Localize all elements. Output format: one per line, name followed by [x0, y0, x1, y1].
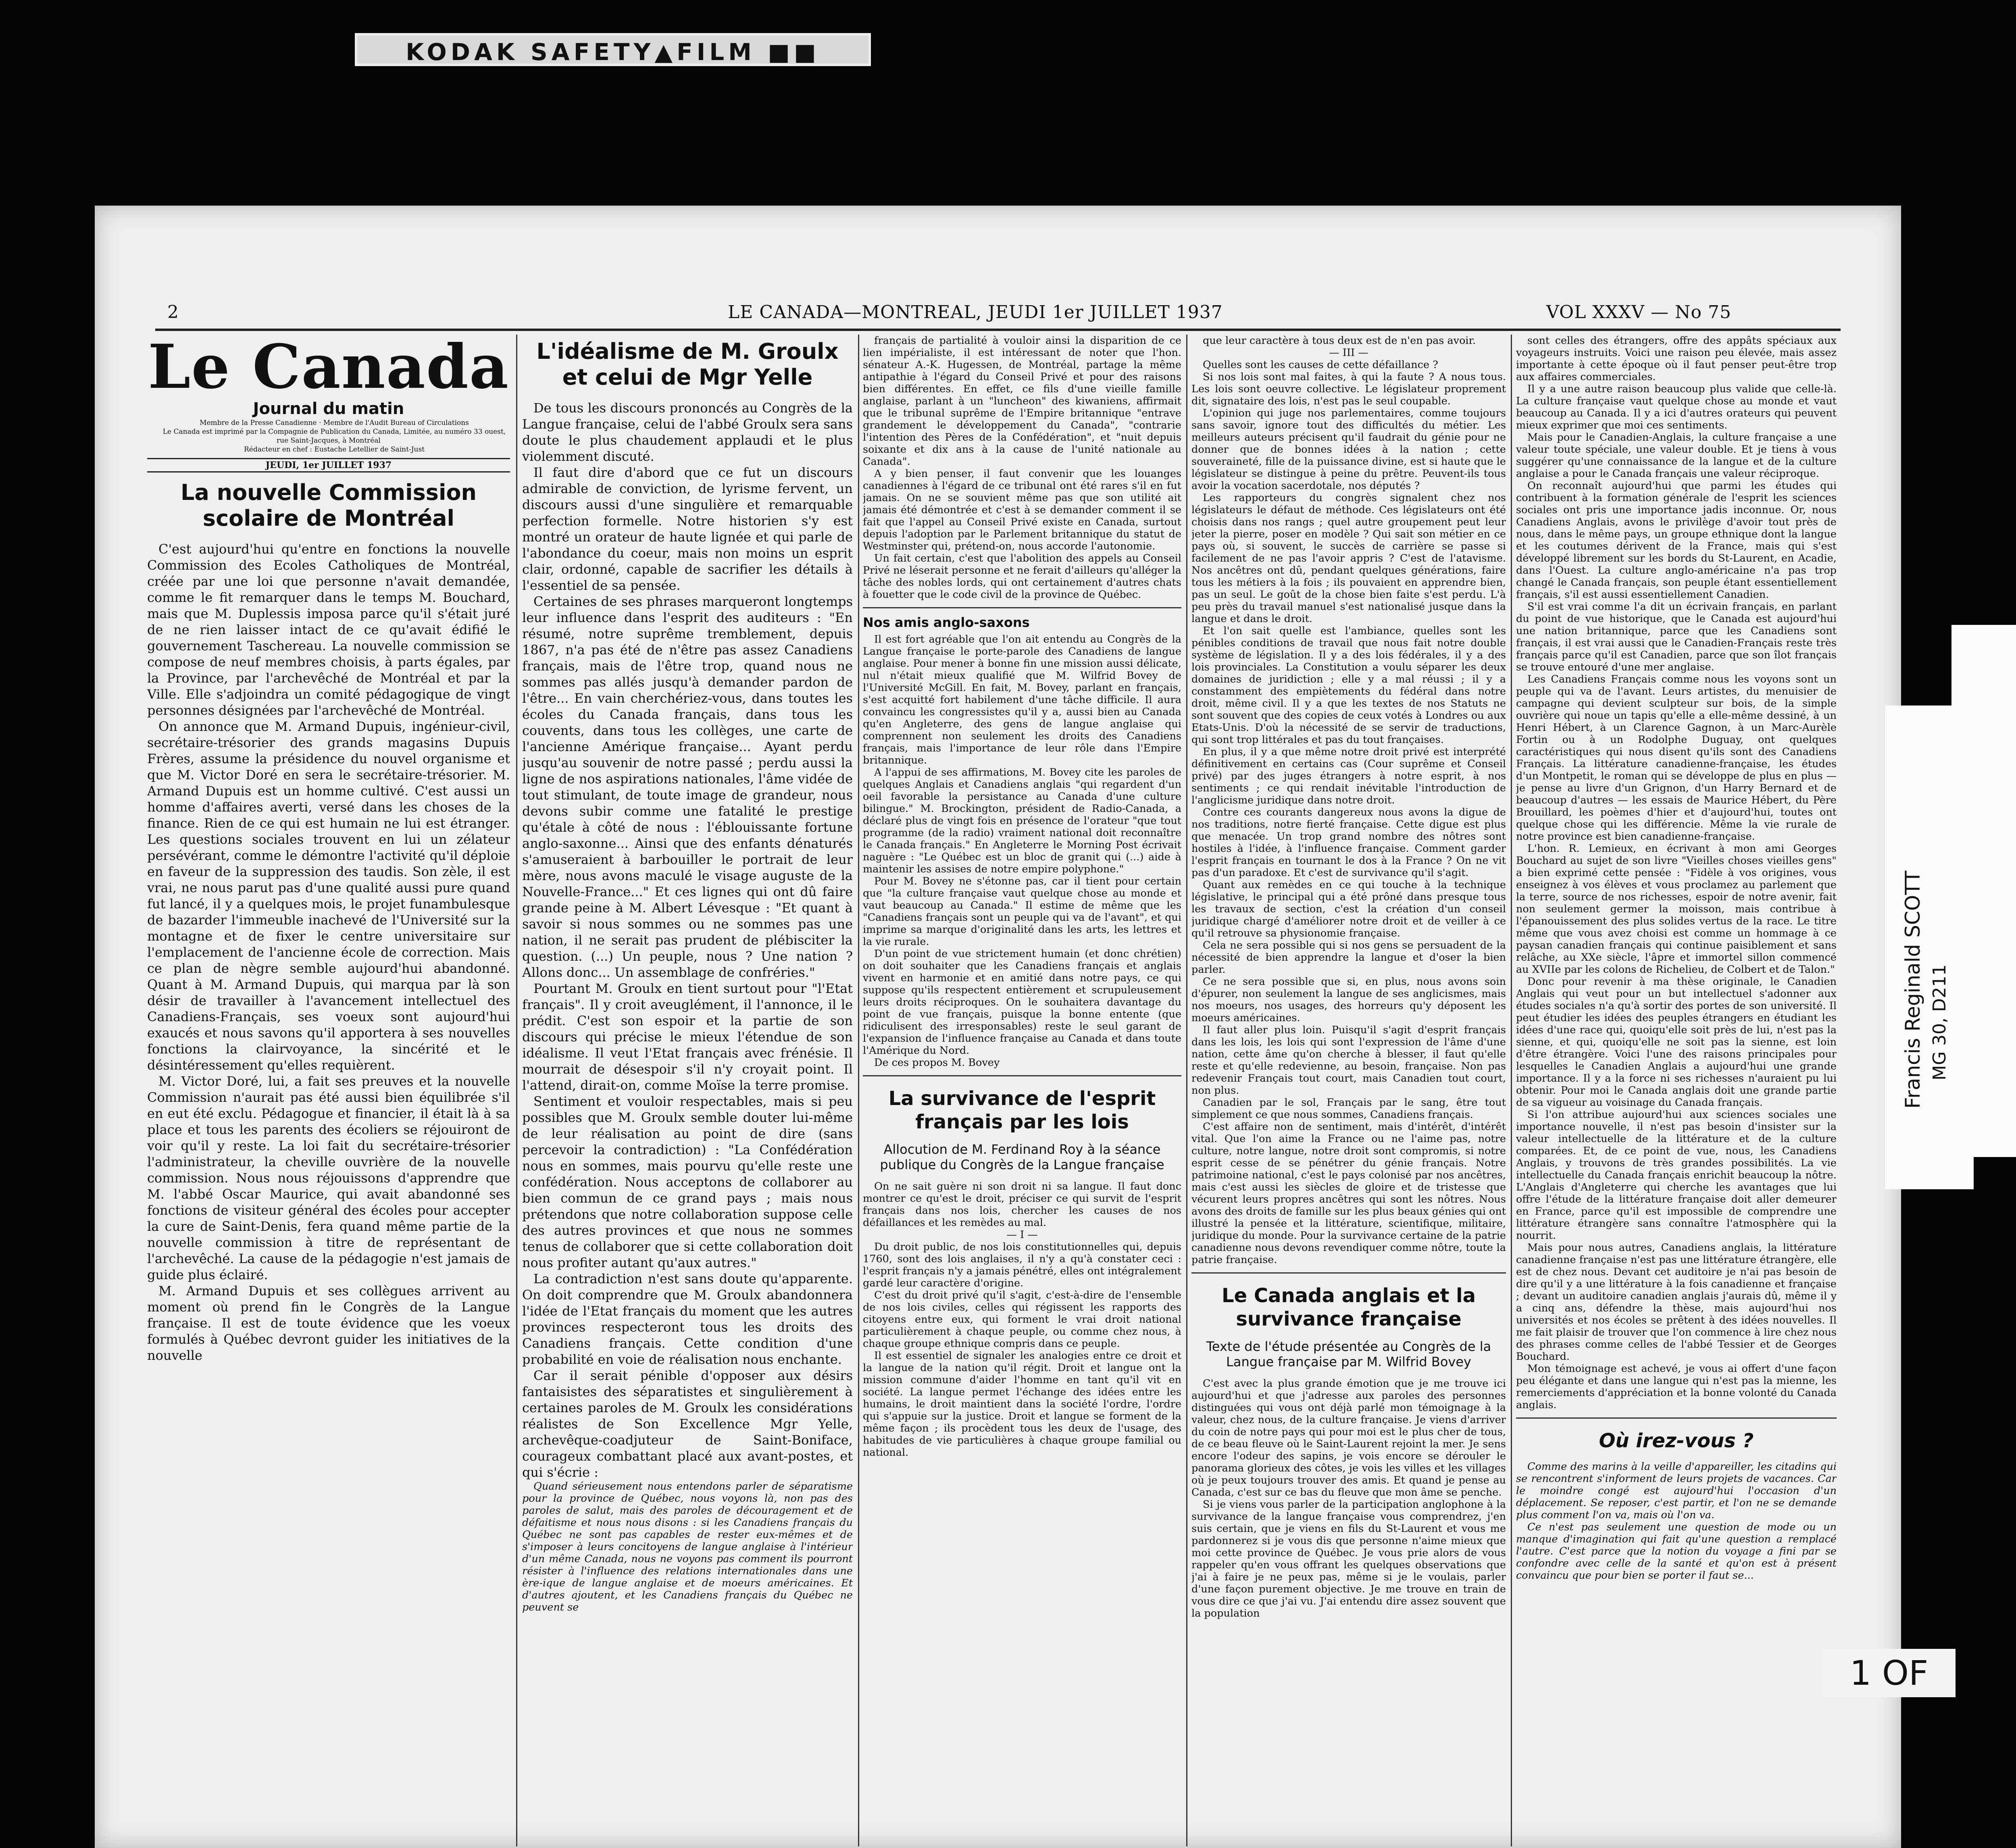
article-paragraph: Pour M. Bovey ne s'étonne pas, car il tient pour certain que "la culture française vaut quelque chose au monde et vaut beaucoup au Canada." Il estime de même que les "Canadiens français sont un peuple qui va de l'avant", et qui imprime sa marque d'originalité dans les arts, les lettres et la vie rurale. [863, 875, 1181, 948]
article-paragraph: Il y a une autre raison beaucoup plus valide que celle-là. La culture française vaut quelque chose au monde et vaut beaucoup au Canada. Il y a ici d'autres orateurs qui peuvent mieux exprimer que moi ces sentiments. [1516, 383, 1837, 431]
column-1 [147, 335, 510, 1363]
section-title: Nos amis anglo-saxons [863, 615, 1030, 630]
article-subtitle: Texte de l'étude présentée au Congrès de la Langue française par M. Wilfrid Bovey [1206, 1339, 1491, 1369]
article-subtitle: Allocution de M. Ferdinand Roy à la séance publique du Congrès de la Langue française [880, 1142, 1164, 1172]
nameplate-date: JEUDI, 1er JUILLET 1937 [147, 458, 510, 472]
collection-reference: MG 30, D211 [1929, 964, 1950, 1080]
article-paragraph: M. Victor Doré, lui, a fait ses preuves et la nouvelle Commission n'aurait pas été aussi bien équilibrée s'il en eut été exclu. Pédagogue et financier, il était là à sa place et tous les parents des écoliers se réjouiront de voir qu'il y reste. La loi fait du secrétaire-trésorier l'administrateur, la cheville ouvrière de la nouvelle commission. Nous nous réjouissons d'apprendre que M. l'abbé Oscar Maurice, qui avait abandonné ses fonctions de visiteur général des écoles pour accepter la cure de Saint-Denis, fera quand même partie de la nouvelle commission à titre de représentant de l'archevêché. La cause de la pédagogie n'est jamais de guide plus éclairé. [147, 1074, 510, 1282]
page-number: 2 [167, 302, 179, 323]
article-paragraph: M. Armand Dupuis et ses collègues arrivent au moment où prend fin le Congrès de la Langue française. Il est de toute évidence que les voeux formulés à Québec devront guider les initiatives de la nouvelle [147, 1283, 510, 1363]
article-paragraph: Contre ces courants dangereux nous avons la digue de nos traditions, notre fierté française. Cette digue est plus que menacée. Un trop grand nombre des nôtres sont hostiles à l'idée, à l'influence française. Comment garder l'esprit français en tournant le dos à la France ? On ne vit pas d'un paradoxe. Et c'est de survivance qu'il s'agit. [1191, 806, 1506, 879]
article-paragraph: Il faut dire d'abord que ce fut un discours admirable de conviction, de lyrisme fervent, un discours aussi d'une singulière et remarquable perfection formelle. Notre historien s'y est montré un orateur de haute lignée et qui parle de l'abondance du coeur, mais non moins un esprit clair, ordonné, capable de sacrifier les détails à l'essentiel de sa pensée. [522, 465, 853, 593]
column-5 [1516, 335, 1837, 1582]
article-paragraph: De ces propos M. Bovey [874, 1057, 1000, 1069]
article-title: Où irez-vous ? [1599, 1430, 1754, 1452]
article-paragraph: sont celles des étrangers, offre des appâts spéciaux aux voyageurs instruits. Voici une raison peu élevée, mais assez importante à cette époque où il faut penser peut-être trop aux affaires commerciales. [1516, 335, 1837, 383]
article-paragraph: C'est affaire non de sentiment, mais d'intérêt, d'intérêt vital. Que l'on aime la France ou ne l'aime pas, notre culture, notre langue, notre droit sont compromis, si notre esprit cesse de se pénétrer du génie français. Notre patrimoine national, c'est le pays colonisé par nos ancêtres, mais c'est aussi les siècles de gloire et de tristesse que vécurent leurs propres ancêtres qui sont les nôtres. Nous avons des droits de famille sur les plus beaux génies qui ont illustré la pensée et la littérature, scientifique, militaire, juridique du monde. Pour la survivance certaine de la patrie canadienne nous devons revendiquer comme nôtre, toute la patrie française. [1191, 1121, 1506, 1266]
volume-number: VOL XXXV — No 75 [1546, 302, 1731, 323]
article-paragraph: Certaines de ses phrases marqueront longtemps leur influence dans l'esprit des auditeurs : "En résumé, notre suprême tremblement, depuis 1867, n'a pas été de n'être pas assez Canadiens français, mais de l'être trop, quand nous ne sommes pas allés jusqu'à demander pardon de l'être... En vain cherchériez-vous, dans toutes les écoles du Canada français, dans tous les couvents, dans tous les collèges, une carte de l'ancienne Amérique française... Ayant perdu jusqu'au souvenir de notre passé ; perdu aussi la ligne de nos aspirations nationales, l'âme vidée de tout stimulant, de toute image de grandeur, nous devons subir comme une fatalité le prestige qu'étale à côté de nous : l'éblouissante fortune anglo-saxonne... Ainsi que des enfants dénaturés s'amuseraient à barbouiller le portrait de leur mère, nous avons maculé le visage auguste de la Nouvelle-France..." Et ces lignes qui ont dû faire grande peine à M. Albert Lévesque : "Et quant à savoir si nous sommes ou ne sommes pas une nation, il ne serait pas prudent de plébisciter la question. (...) Un peuple, nous ? Une nation ? Allons donc... Un assemblage de confréries." [522, 594, 853, 980]
article-paragraph: Ce n'est pas seulement une question de mode ou un manque d'imagination qui fait qu'une question a remplacé l'autre. C'est parce que la notion du voyage a fini par se confondre avec celle de la santé et qu'on est à présent convaincu que pour bien se porter il faut se... [1516, 1521, 1837, 1582]
article-paragraph: Du droit public, de nos lois constitutionnelles qui, depuis 1760, sont des lois anglaises, il n'y a qu'à constater ceci : l'esprit français n'y a jamais pénétré, elles ont intégralement gardé leur caractère d'origine. [863, 1241, 1181, 1289]
article-paragraph: Si nos lois sont mal faites, à qui la faute ? A nous tous. Les lois sont oeuvre collective. Le législateur proprement dit, signataire des lois, n'est pas le seul coupable. [1191, 371, 1506, 407]
article-paragraph: Un fait certain, c'est que l'abolition des appels au Conseil Privé ne léserait personne et ne ferait d'ailleurs qu'alléger la tâche des nobles lords, qui ont certainement d'autres chats à fouetter que le code civil de la province de Québec. [863, 552, 1181, 601]
article-paragraph: Cela ne sera possible qui si nos gens se persuadent de la nécessité de bien apprendre la langue et d'oser la bien parler. [1191, 939, 1506, 976]
dateline: LE CANADA—MONTREAL, JEUDI 1er JUILLET 1937 [728, 302, 1223, 323]
article-title: Le Canada anglais et la survivance française [1221, 1284, 1476, 1330]
section-rule [863, 607, 1181, 608]
article-paragraph: que leur caractère à tous deux est de n'en pas avoir. [1203, 335, 1476, 347]
article-paragraph: Ce ne sera possible que si, en plus, nous avons soin d'épurer, non seulement la langue de ses anglicismes, mais nos moeurs, nos usages, des horreurs qu'y déposent les moeurs américaines. [1191, 976, 1506, 1024]
article-paragraph: Comme des marins à la veille d'appareiller, les citadins qui se rencontrent s'informent de leurs projets de vacances. Car le moindre congé est aujourd'hui l'occasion d'un déplacement. Se reposer, c'est partir, et l'on ne se demande plus comment l'on va, mais où l'on va. [1516, 1461, 1837, 1521]
column-4 [1191, 335, 1506, 1619]
section-marker: — III — [1329, 347, 1368, 359]
frame-tag: 1 OF [1822, 1649, 1956, 1697]
section-rule [1191, 1272, 1506, 1274]
article-paragraph: L'hon. R. Lemieux, en écrivant à mon ami Georges Bouchard au sujet de son livre "Vieilles choses vieilles gens" a bien exprimé cette pensée : "Fidèle à vos origines, vous enseignez à vos élèves et vous proclamez au parlement que la terre, source de nos richesses, espoir de notre avenir, fait non seulement germer la moisson, mais contribue à l'épanouissement des plus solides vertus de la race. Le titre même que vous avez choisi est comme un hommage à ce paysan canadien français qui continue paisiblement et sans relâche, au XXe siècle, l'âpre et immortel sillon commencé au XVIIe par les colons de Richelieu, de Colbert et de Talon." [1516, 843, 1837, 976]
article-paragraph: De tous les discours prononcés au Congrès de la Langue française, celui de l'abbé Groulx sera sans doute le plus chaudement applaudi et le plus violemment discuté. [522, 400, 853, 464]
article-paragraph: Et l'on sait quelle est l'ambiance, quelles sont les pénibles conditions de travail que nous fait notre double système de législation. Il y a des lois fédérales, il y a des lois provinciales. La Constitution a voulu séparer les deux domaines de juridiction ; elle y a mal réussi ; il y a constamment des empiètements du fédéral dans notre droit, même civil. Il y a que les textes de nos Statuts ne sont souvent que des copies de ceux votés à Londres ou aux Etats-Unis. D'où la nécessité de se servir de traductions, qui sont trop littérales et pas du tout françaises. [1191, 625, 1506, 746]
column-divider [516, 335, 517, 1846]
nameplate-logo: Le Canada [148, 335, 510, 402]
article-title: L'idéalisme de M. Groulx et celui de Mgr Yelle [536, 339, 839, 390]
film-edge-label: KODAK SAFETY▲FILM ■■ [355, 33, 871, 66]
archives-stamp-card [1951, 625, 2016, 1157]
newspaper-page [95, 206, 1901, 1848]
masthead [95, 298, 1901, 327]
section-rule [863, 1075, 1181, 1076]
column-3 [863, 335, 1181, 1459]
article-paragraph: On reconnaît aujourd'hui que parmi les études qui contribuent à la formation générale de l'esprit les sciences sociales ont pris une importance jadis inconnue. Or, nous Canadiens Anglais, avons le privilège d'avoir tout près de nous, dans le même pays, un groupe ethnique dont la langue et les coutumes dérivent de la France, mais qui s'est développé librement sur les bords du St-Laurent, en Acadie, dans l'Ouest. La culture anglo-américaine n'a pas trop changé le Canada français, son peuple étant essentiellement français, s'il est aussi essentiellement Canadien. [1516, 480, 1837, 601]
article-paragraph: D'un point de vue strictement humain (et donc chrétien) on doit souhaiter que les Canadiens français et anglais vivent en harmonie et en amitié dans notre pays, ce qui suppose qu'ils respectent entièrement et scrupuleusement leurs droits réciproques. On le souhaitera davantage du point de vue français, puisque la bonne entente (que ridiculisent des irresponsables) reste le seul garant de l'expansion de l'influence française au Canada et dans toute l'Amérique du Nord. [863, 948, 1181, 1057]
article-paragraph: Pourtant M. Groulx en tient surtout pour "l'Etat français". Il y croit aveuglément, il l'annonce, il le prédit. C'est son espoir et la partie de son discours qui précise le mieux l'étendue de son idéalisme. Il veut l'Etat français avec frénésie. Il mourrait de désespoir s'il n'y croyait point. Il l'attend, dirait-on, comme Moïse la terre promise. [522, 981, 853, 1093]
masthead-rule [155, 329, 1841, 331]
column-divider [858, 335, 859, 1846]
nameplate-subtitle: Journal du matin [253, 400, 404, 418]
article-paragraph: C'est avec la plus grande émotion que je me trouve ici aujourd'hui et que j'adresse aux paroles des personnes distinguées qui vous ont déjà parlé mon témoignage à la valeur, chez nous, de la culture française. Je viens d'arriver du coin de notre pays qui pour moi est le plus cher de tous, de ce beau fleuve où le Saint-Laurent rejoint la mer. Je sens encore l'odeur des sapins, je vois encore se dérouler le panorama glorieux des côtes, je vois les villes et les villages où je peux toujours trouver des amis. Et quand je pense au Canada, c'est sur ce bas du fleuve que mon âme se penche. [1191, 1378, 1506, 1498]
article-paragraph: Donc pour revenir à ma thèse originale, le Canadien Anglais qui veut pour un but intellectuel s'adonner aux études sociales n'a qu'à sortir des portes de son université. Il peut étudier les idées des peuples étrangers en étudiant les idées d'une race qui, quoiqu'elle soit près de lui, n'est pas la sienne, et qui, quoiqu'elle ne soit pas la sienne, est loin d'être étrangère. Voici l'une des raisons principales pour lesquelles le Canadien Anglais a aujourd'hui une grande importance. Il y a la force ni ses richesses n'auraient pu lui obtenir. Pour moi le Canada anglais doit une grande partie de sa vigueur au voisinage du Canada français. [1516, 976, 1837, 1109]
article-paragraph: L'opinion qui juge nos parlementaires, comme toujours sans savoir, ignore tout des difficultés du métier. Les meilleurs auteurs précisent qu'il faudrait du génie pour ne donner que de bonnes idées à la nation ; cette souveraineté, fille de la puissance divine, est si haute que le législateur se distingue à peine du prêtre. Peuvent-ils tous avoir la vocation sacerdotale, nos députés ? [1191, 407, 1506, 492]
article-paragraph: Si l'on attribue aujourd'hui aux sciences sociales une importance nouvelle, il n'est pas besoin d'insister sur la valeur intellectuelle de la littérature et de la culture comparées. Et, de ce point de vue, nous, les Canadiens Anglais, y trouvons de très grandes possibilités. La vie intellectuelle du Canada français enrichit beaucoup la nôtre. L'Anglais d'Angleterre qui cherche les avantages que lui offre l'étude de la littérature française doit aller demeurer en France, parce qu'il est impossible de comprendre une littérature étrangère sans connaître l'atmosphère qui la nourrit. [1516, 1109, 1837, 1242]
article-paragraph: Canadien par le sol, Français par le sang, être tout simplement ce que nous sommes, Canadiens français. [1191, 1097, 1506, 1121]
article-paragraph: Quelles sont les causes de cette défaillance ? [1203, 359, 1438, 371]
article-paragraph: C'est du droit privé qu'il s'agit, c'est-à-dire de l'ensemble de nos lois civiles, celles qui régissent les rapports des citoyens entre eux, qui forment le vrai droit national particulièrement à chaque peuple, ou comme chez nous, à chaque groupe ethnique compris dans ce peuple. [863, 1289, 1181, 1350]
collection-name: Francis Reginald SCOTT [1901, 870, 1924, 1109]
article-paragraph: français de partialité à vouloir ainsi la disparition de ce lien impérialiste, il est intéressant de noter que l'hon. sénateur A.-K. Hugessen, de Montréal, partage la même antipathie à l'égard du Conseil Privé et pour des raisons bien différentes. En effet, ce fils d'une vieille famille anglaise, parlant à un "luncheon" des kiwaniens, affirmait que le tribunal suprême de l'Empire britannique "entrave grandement le développement du Canada", "contrarie l'intention des Pères de la Confédération", et "nuit depuis soixante et dix ans à la cause de l'unité nationale au Canada". [863, 335, 1181, 468]
article-paragraph: Il est fort agréable que l'on ait entendu au Congrès de la Langue française le porte-parole des Canadiens de langue anglaise. Pour mener à bonne fin une mission aussi délicate, nul n'était mieux qualifié que M. Wilfrid Bovey de l'Université McGill. En fait, M. Bovey, parlant en français, s'est acquitté fort habilement d'une tâche difficile. Il aura convaincu les congressistes qu'il y a, aussi bien au Canada qu'en Angleterre, des gens de langue anglaise qui comprennent non seulement les droits des Canadiens français, mais l'importance de leur rôle dans l'Empire britannique. [863, 633, 1181, 766]
article-paragraph: Mais pour le Canadien-Anglais, la culture française a une valeur toute spéciale, une valeur double. Et je tiens à vous suggérer qu'une connaissance de la langue et de la culture anglaise a pour le Canada français une valeur réciproque. [1516, 431, 1837, 480]
article-paragraph: Mon témoignage est achevé, je vous ai offert d'une façon peu élégante et dans une langue qui n'est pas la mienne, les remerciements d'appréciation et la bonne volonté du Canada anglais. [1516, 1363, 1837, 1411]
article-paragraph: En plus, il y a que même notre droit privé est interprété définitivement en certains cas (Cour suprême et Conseil privé) par des juges étrangers à notre esprit, à nos sentiments ; ce qui rendait inévitable l'introduction de l'anglicisme juridique dans notre droit. [1191, 746, 1506, 806]
article-paragraph: A l'appui de ses affirmations, M. Bovey cite les paroles de quelques Anglais et Canadiens anglais "qui regardent d'un oeil favorable la persistance au Canada d'une culture bilingue." M. Brockington, président de Radio-Canada, a déclaré plus de vingt fois en présence de l'orateur "que tout programme (de la radio) vraiment national doit reconnaître le Canada français." En Angleterre le Morning Post écrivait naguère : "Le Québec est un bloc de granit qui (...) aide à maintenir les assises de notre empire polyphone." [863, 766, 1181, 875]
article-quote: Quand sérieusement nous entendons parler de séparatisme pour la province de Québec, nous voyons là, non pas des paroles de salut, mais des paroles de découragement et de défaitisme et nous nous disons : si les Canadiens français du Québec ne sont pas capables de rester eux-mêmes et de s'imposer à leurs concitoyens de langue anglaise à l'intérieur d'un même Canada, nous ne voyons pas comment ils pourront résister à l'influence des relations internationales dans une ère-ique de langue anglaise et de moeurs américaines. Et d'autres ajoutent, et les Canadiens français du Québec ne peuvent se [522, 1480, 853, 1613]
article-paragraph: On annonce que M. Armand Dupuis, ingénieur-civil, secrétaire-trésorier des grands magasins Dupuis Frères, assume la présidence du nouvel organisme et que M. Victor Doré en sera le secrétaire-trésorier. M. Armand Dupuis est un homme cultivé. C'est aussi un homme d'affaires averti, versé dans les choses de la finance. Rien de ce qui est humain ne lui est étranger. Les questions sociales trouvent en lui un zélateur persévérant, comme le démontre l'activité qu'il déploie en faveur de la suppression des taudis. Son zèle, il est vrai, ne nous parut pas d'une qualité aussi pure quand fut lancé, il y a quelques mois, le projet funambulesque de bazarder l'immeuble inachevé de l'Université sur la montagne et de fixer le centre universitaire sur l'emplacement de l'ancienne école de correction. Mais ce plan de nègre semble aujourd'hui abandonné. Quant à M. Armand Dupuis, qui marqua par là son désir de travailler à l'avancement intellectuel des Canadiens-Français, ses voeux sont aujourd'hui exaucés et nous savons qu'il apportera à ses nouvelles fonctions la clairvoyance, la sincérité et le désintéressement qu'elles requièrent. [147, 719, 510, 1073]
article-title: La survivance de l'esprit français par les lois [888, 1087, 1156, 1133]
article-paragraph: La contradiction n'est sans doute qu'apparente. On doit comprendre que M. Groulx abandonnera l'idée de l'Etat français du moment que les autres provinces respecteront tous les droits des Canadiens français. Cette condition d'une probabilité en voie de réalisation nous enchante. [522, 1271, 853, 1367]
article-paragraph: C'est aujourd'hui qu'entre en fonctions la nouvelle Commission des Ecoles Catholiques de Montréal, créée par une loi que personne n'avait demandée, comme le fit remarquer dans le temps M. Bouchard, mais que M. Duplessis imposa parce qu'il s'était juré de ne rien laisser intact de ce qu'avait édifié le gouvernement Taschereau. La nouvelle commission se compose de neuf membres choisis, à parts égales, par la Province, par l'archevêché de Montréal et par la Ville. Elle s'adjoindra un comité pédagogique de vingt personnes désignées par l'archevêché de Montréal. [147, 541, 510, 718]
article-paragraph: Si je viens vous parler de la participation anglophone à la survivance de la langue française vous comprendrez, j'en suis certain, que je viens en fils du St-Laurent et vous me pardonnerez si je vous dis que personne n'aime mieux que moi cette province de Québec. Je vous prie alors de vous rappeler qu'en vous offrant les quelques observations que j'ai à faire je ne peux pas, même si je le voulais, parler d'une façon purement objective. Je me trouve en train de vous dire ce que j'ai vu. J'ai entendu dire assez souvent que la population [1191, 1498, 1506, 1619]
article-paragraph: Quant aux remèdes en ce qui touche à la technique législative, le principal qui a été prôné dans presque tous les travaux de section, c'est la création d'un conseil juridique chargé d'améliorer notre droit et de veiller à ce qu'il retrouve sa physionomie française. [1191, 879, 1506, 939]
section-marker: — I — [1006, 1229, 1038, 1241]
article-paragraph: On ne sait guère ni son droit ni sa langue. Il faut donc montrer ce qu'est le droit, préciser ce qui survit de l'esprit français dans nos lois, chercher les causes de nos défaillances et les remèdes au mal. [863, 1180, 1181, 1229]
column-divider [1186, 335, 1187, 1846]
article-paragraph: Car il serait pénible d'opposer aux désirs fantaisistes des séparatistes et singulièrement à certaines paroles de M. Groulx les considérations réalistes de Son Excellence Mgr Yelle, archevêque-coadjuteur de Saint-Boniface, courageux combattant placé aux avant-postes, et qui s'écrie : [522, 1368, 853, 1480]
article-paragraph: Les rapporteurs du congrès signalent chez nos législateurs le défaut de méthode. Ces législateurs ont été choisis dans nos rangs ; quel autre groupement peut leur jeter la pierre, poser en modèle ? Qui sait son métier en ce pays où, si souvent, le succès de carrière se passe si facilement de ne pas l'avoir appris ? C'est de l'atavisme. Nos ancêtres ont dû, pendant quelques générations, faire tous les métiers à la fois ; ils pouvaient en apprendre bien, pas un seul. Le goût de la chose bien faite s'est perdu. L'à peu près du travail manuel s'est nationalisé jusque dans la langue et dans le droit. [1191, 492, 1506, 625]
article-paragraph: A y bien penser, il faut convenir que les louanges canadiennes à l'égard de ce tribunal ont été rares s'il en fut jamais. On ne se souvient même pas que son utilité ait jamais été démontrée et c'est à se demander comment il se fait que l'appel au Conseil Privé existe en Canada, surtout depuis l'adoption par le Parlement britannique du statut de Westminster qui, prétend-on, nous accorde l'autonomie. [863, 468, 1181, 552]
article-paragraph: Sentiment et vouloir respectables, mais si peu possibles que M. Groulx semble douter lui-même de leur réalisation au point de dire (sans percevoir la contradiction) : "La Confédération nous en sommes, mais pourvu qu'elle reste une confédération. Nous acceptons de collaborer au bien commun de ce grand pays ; mais nous prétendons que notre collaboration suppose celle des autres provinces et que nous ne sommes tenus de collaborer que si cette collaboration doit nous profiter autant qu'aux autres." [522, 1094, 853, 1270]
nameplate-members: Membre de la Presse Canadienne · Membre de l'Audit Bureau of Circulations [200, 419, 469, 427]
nameplate-editor: Rédacteur en chef : Eustache Letellier de Saint-Just [244, 445, 425, 454]
nameplate-printer: Le Canada est imprimé par la Compagnie de Publication du Canada, Limitée, au numéro 33 ouest, rue Saint-Jacques, à Montréal [162, 428, 506, 445]
article-paragraph: Mais pour nous autres, Canadiens anglais, la littérature canadienne française n'est pas une littérature étrangère, elle est de chez nous. Devant cet auditoire je n'ai pas besoin de dire qu'il y a une littérature à la fois canadienne et française ; devant un auditoire canadien anglais j'aurais dû, même il y a cinq ans, défendre la thèse, mais aujourd'hui nos universités et nos écoles se prêtent à des idées nouvelles. Il me fait plaisir de trouver que l'on commence à lire chez nous des phrases comme celles de l'abbé Tessier et de Georges Bouchard. [1516, 1242, 1837, 1363]
column-divider [1511, 335, 1512, 1846]
section-rule [1516, 1417, 1837, 1419]
article-paragraph: S'il est vrai comme l'a dit un écrivain français, en parlant du point de vue historique, que le Canada est aujourd'hui une nation britannique, parce que les Canadiens sont français, il est vrai aussi que le Canadien-Français reste très français parce qu'il est Canadien, parce que son îlot français se trouve entouré d'une mer anglaise. [1516, 601, 1837, 673]
article-title: La nouvelle Commission scolaire de Montréal [180, 480, 477, 531]
column-2 [522, 335, 853, 1613]
article-paragraph: Il est essentiel de signaler les analogies entre ce droit et la langue de la nation qu'il régit. Droit et langue ont la mission commune d'aider l'homme en tant qu'il vit en société. La langue permet l'échange des idées entre les humains, le droit maintient dans la société l'ordre, l'ordre qui s'appuie sur la justice. Droit et langue se forment de la même façon ; ils procèdent tous les deux de l'usage, des habitudes de vie particulières à chaque groupe familial ou national. [863, 1350, 1181, 1459]
article-paragraph: Les Canadiens Français comme nous les voyons sont un peuple qui va de l'avant. Leurs artistes, du menuisier de campagne qui devient sculpteur sur bois, de la simple ouvrière qui noue un tapis qu'elle a elle-même dessiné, à un Henri Hébert, à un Clarence Gagnon, à un Marc-Aurèle Fortin ou à un Rodolphe Duguay, ont quelques caractéristiques qui nous disent qu'ils sont des Canadiens Français. La littérature canadienne-française, les études d'un Montpetit, le roman qui se développe de plus en plus — je pense au livre d'un Grignon, d'un Harry Bernard et de beaucoup d'autres — les essais de Maurice Hébert, du Père Brouillard, les poèmes d'hier et d'aujourd'hui, toutes ont quelque chose qui les différencie. Même la vie rurale de notre province est bien canadienne-française. [1516, 673, 1837, 843]
article-paragraph: Il faut aller plus loin. Puisqu'il s'agit d'esprit français dans les lois, les lois qui sont l'expression de l'âme d'une nation, cette âme qu'on cherche à blesser, il faut qu'elle reste et qu'elle redevienne, au besoin, française. Non pas redevenir Français tout court, mais Canadien tout court, non plus. [1191, 1024, 1506, 1097]
